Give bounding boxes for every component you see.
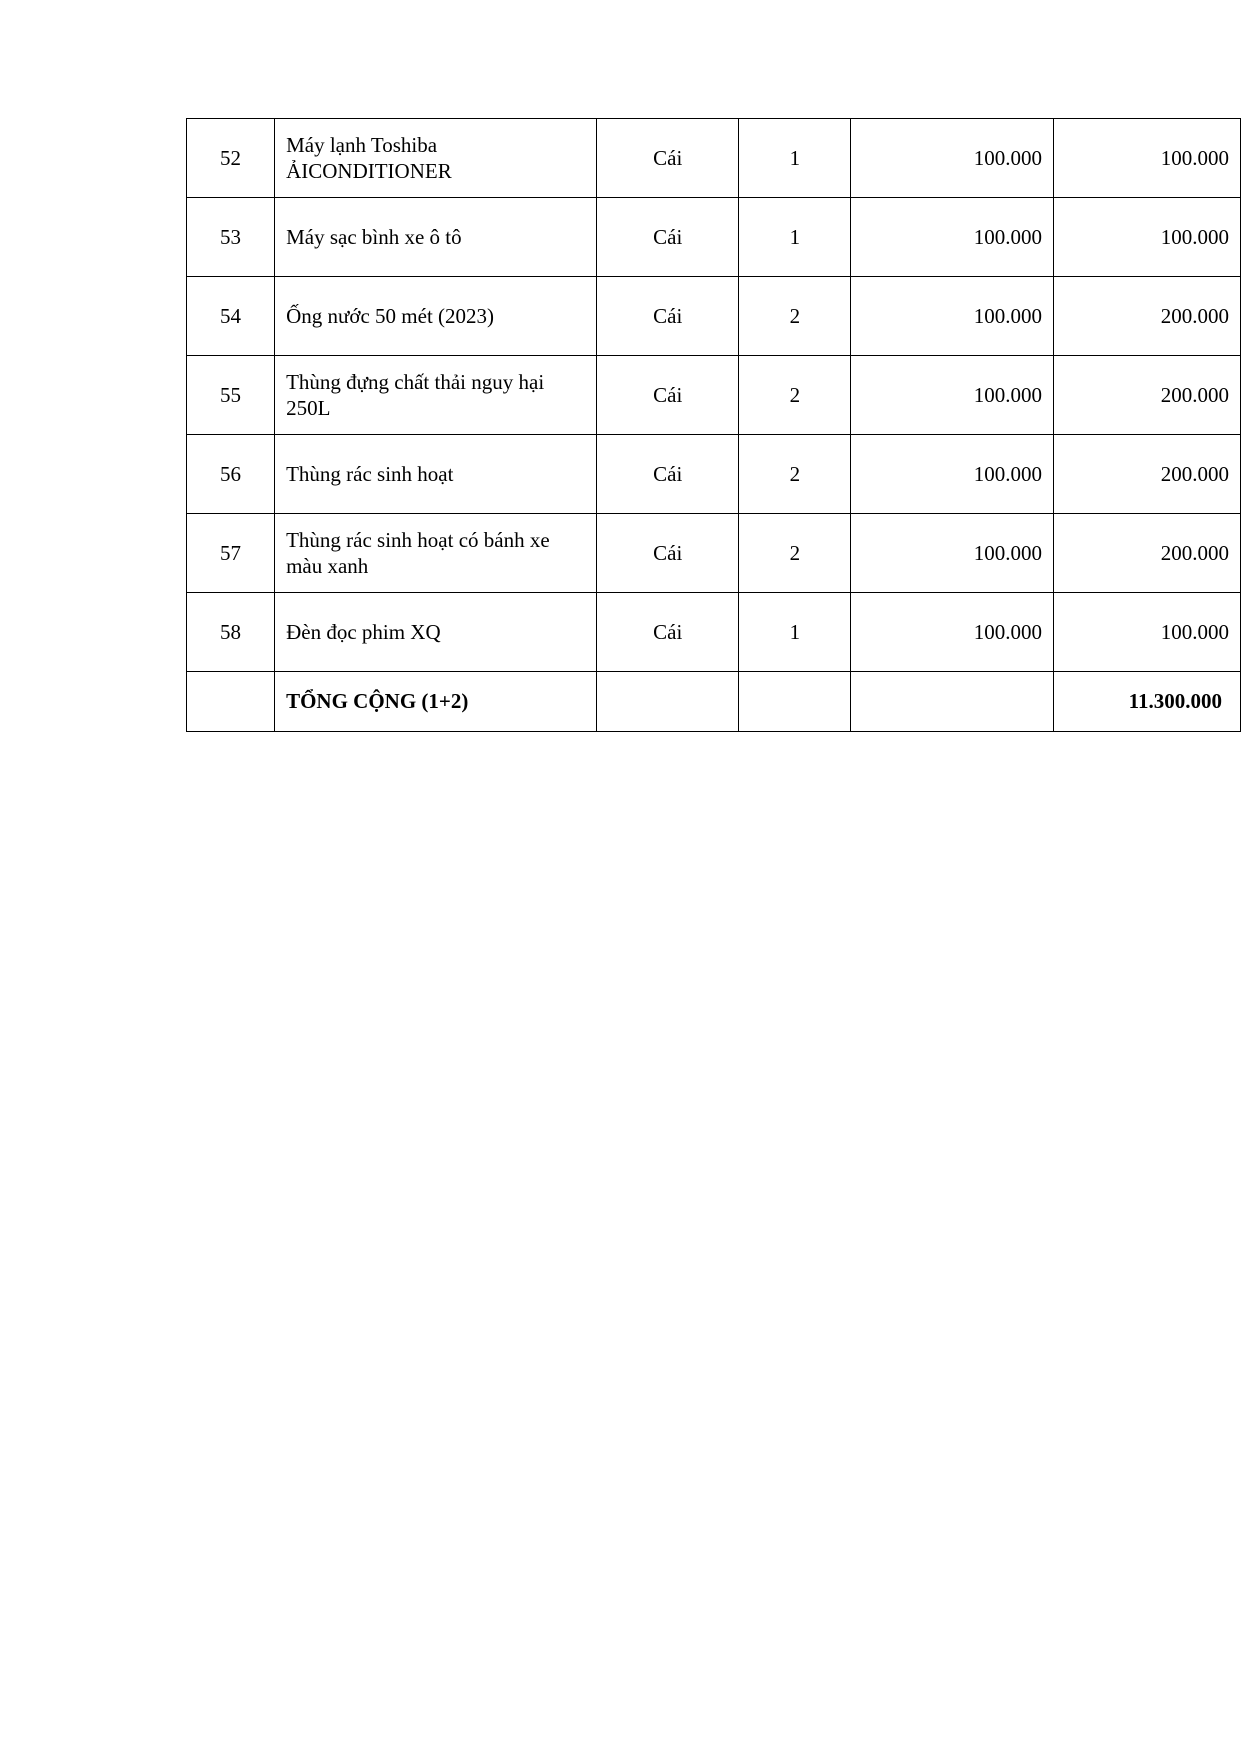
item-unit-price: 100.000 (851, 514, 1054, 593)
total-unit-cell (597, 672, 739, 732)
item-unit-price: 100.000 (851, 356, 1054, 435)
document-page (186, 118, 1241, 732)
total-row (187, 672, 1241, 732)
total-quantity-cell (739, 672, 851, 732)
item-amount: 100.000 (1054, 593, 1241, 672)
table-row (187, 593, 1241, 672)
total-label: TỔNG CỘNG (1+2) (275, 672, 597, 732)
item-unit-price: 100.000 (851, 435, 1054, 514)
item-unit: Cái (597, 435, 739, 514)
item-name: Thùng rác sinh hoạt có bánh xe màu xanh (275, 514, 597, 593)
item-unit: Cái (597, 277, 739, 356)
item-unit: Cái (597, 514, 739, 593)
row-number: 52 (187, 119, 275, 198)
item-amount: 200.000 (1054, 277, 1241, 356)
item-unit-price: 100.000 (851, 593, 1054, 672)
item-quantity: 2 (739, 356, 851, 435)
total-price-cell (851, 672, 1054, 732)
row-number: 56 (187, 435, 275, 514)
item-unit-price: 100.000 (851, 198, 1054, 277)
item-quantity: 1 (739, 593, 851, 672)
item-amount: 200.000 (1054, 514, 1241, 593)
row-number: 58 (187, 593, 275, 672)
item-name: Đèn đọc phim XQ (275, 593, 597, 672)
total-amount: 11.300.000 (1054, 672, 1241, 732)
table-row (187, 356, 1241, 435)
row-number: 54 (187, 277, 275, 356)
item-unit: Cái (597, 198, 739, 277)
table-row (187, 198, 1241, 277)
item-quantity: 1 (739, 198, 851, 277)
item-name: Máy sạc bình xe ô tô (275, 198, 597, 277)
item-amount: 200.000 (1054, 356, 1241, 435)
row-number: 57 (187, 514, 275, 593)
item-unit: Cái (597, 356, 739, 435)
row-number: 55 (187, 356, 275, 435)
item-name: Thùng rác sinh hoạt (275, 435, 597, 514)
item-name: Ống nước 50 mét (2023) (275, 277, 597, 356)
item-amount: 100.000 (1054, 198, 1241, 277)
table-row (187, 435, 1241, 514)
item-amount: 100.000 (1054, 119, 1241, 198)
item-unit: Cái (597, 593, 739, 672)
item-unit-price: 100.000 (851, 119, 1054, 198)
table-row (187, 514, 1241, 593)
item-quantity: 2 (739, 435, 851, 514)
item-amount: 200.000 (1054, 435, 1241, 514)
table-row (187, 119, 1241, 198)
asset-table (186, 118, 1241, 732)
item-quantity: 2 (739, 514, 851, 593)
item-name: Máy lạnh Toshiba ẢICONDITIONER (275, 119, 597, 198)
row-number: 53 (187, 198, 275, 277)
item-name: Thùng đựng chất thải nguy hại 250L (275, 356, 597, 435)
item-unit: Cái (597, 119, 739, 198)
item-unit-price: 100.000 (851, 277, 1054, 356)
table-row (187, 277, 1241, 356)
item-quantity: 2 (739, 277, 851, 356)
total-number-cell (187, 672, 275, 732)
item-quantity: 1 (739, 119, 851, 198)
